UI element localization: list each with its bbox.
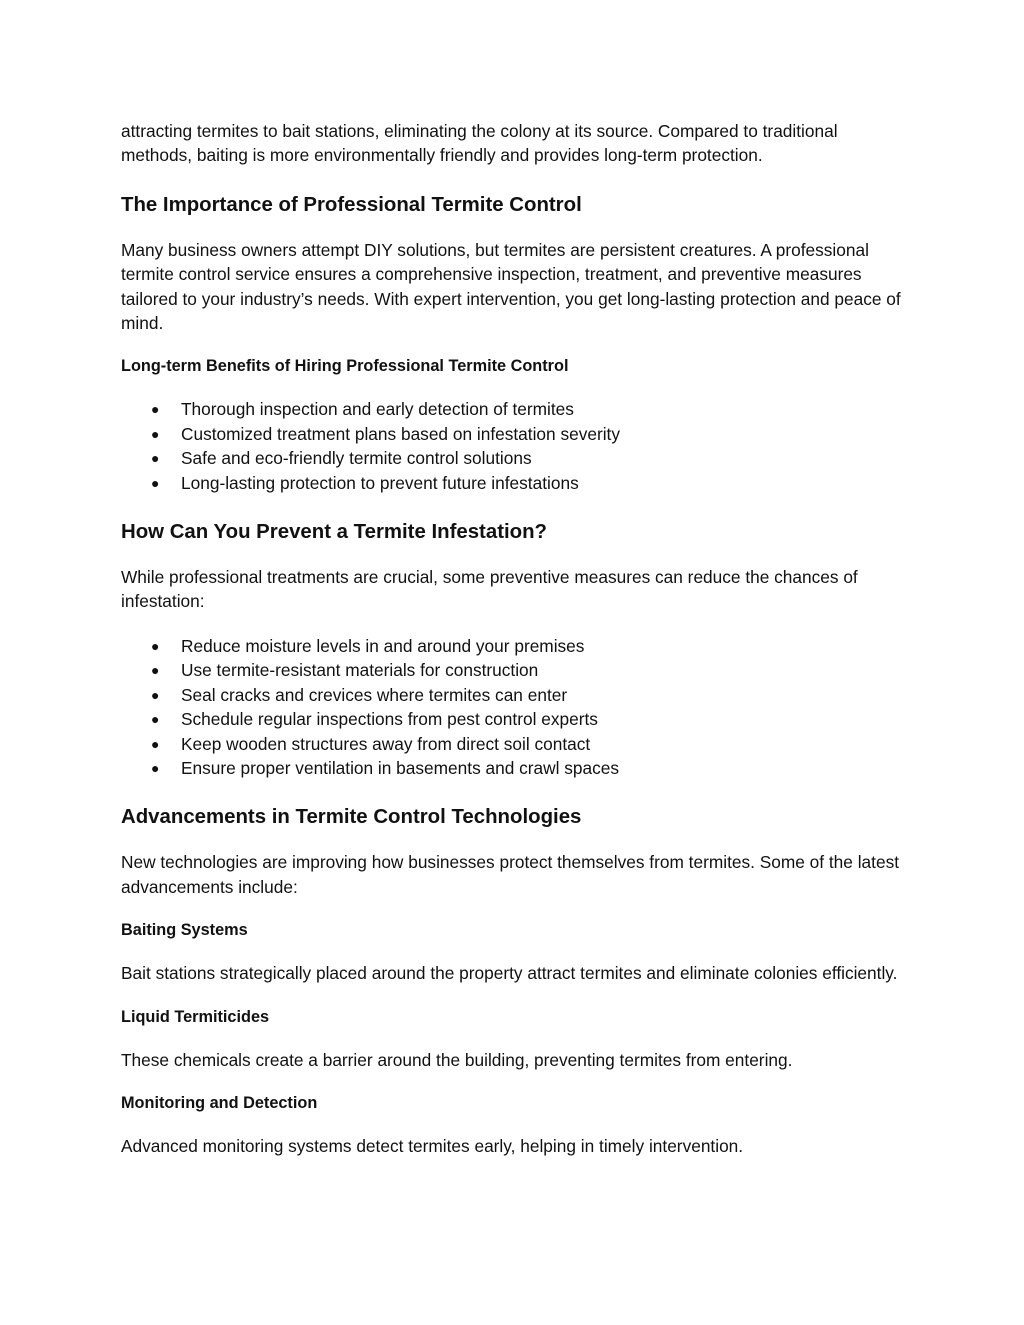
benefits-list [121, 397, 904, 495]
prevention-list [121, 634, 904, 780]
bullet-icon: ● [151, 401, 160, 418]
list-item: ● Long-lasting protection to prevent future infestations [121, 471, 904, 495]
list-item: ● Thorough inspection and early detection of termites [121, 397, 904, 421]
bullet-icon: ● [151, 711, 160, 728]
section-heading-prevention: How Can You Prevent a Termite Infestation? [121, 521, 548, 544]
benefits-subheading: Long-term Benefits of Hiring Professional Termite Control [121, 357, 569, 376]
bullet-icon: ● [151, 425, 160, 442]
advancements-paragraph: New technologies are improving how businesses protect themselves from termites. Some of the latest advancements include: [121, 852, 900, 897]
list-item: ● Use termite-resistant materials for construction [121, 658, 904, 682]
monitoring-detection-text: Advanced monitoring systems detect termites early, helping in timely intervention. [121, 1135, 744, 1156]
bullet-icon: ● [151, 662, 160, 679]
section-heading-advancements: Advancements in Termite Control Technologies [121, 806, 582, 829]
bullet-icon: ● [151, 450, 160, 467]
list-item: ● Customized treatment plans based on infestation severity [121, 422, 904, 446]
list-item: ● Safe and eco-friendly termite control solutions [121, 446, 904, 470]
list-item: ● Keep wooden structures away from direct soil contact [121, 732, 904, 756]
intro-paragraph: attracting termites to bait stations, eliminating the colony at its source. Compared to traditional methods, baiting is more environmentally friendly and provides long-term protection. [121, 121, 838, 166]
baiting-systems-text: Bait stations strategically placed around the property attract termites and eliminate colonies efficiently. [121, 963, 898, 984]
bullet-icon: ● [151, 474, 160, 491]
bullet-icon: ● [151, 735, 160, 752]
prevention-paragraph: While professional treatments are crucial, some preventive measures can reduce the chances of infestation: [121, 567, 858, 612]
liquid-termiticides-text: These chemicals create a barrier around the building, preventing termites from entering. [121, 1049, 793, 1070]
section-heading-importance: The Importance of Professional Termite Control [121, 193, 582, 216]
list-item: ● Ensure proper ventilation in basements and crawl spaces [121, 756, 904, 780]
list-item: ● Seal cracks and crevices where termites can enter [121, 683, 904, 707]
bullet-icon: ● [151, 686, 160, 703]
subheading-baiting-systems: Baiting Systems [121, 921, 248, 940]
subheading-liquid-termiticides: Liquid Termiticides [121, 1007, 270, 1026]
list-item: ● Schedule regular inspections from pest control experts [121, 707, 904, 731]
bullet-icon: ● [151, 759, 160, 776]
subheading-monitoring-detection: Monitoring and Detection [121, 1093, 318, 1112]
list-item: ● Reduce moisture levels in and around your premises [121, 634, 904, 658]
bullet-icon: ● [151, 637, 160, 654]
importance-paragraph: Many business owners attempt DIY solutions, but termites are persistent creatures. A professional termite control service ensures a comprehensive inspection, treatment, and preventive measures tailored to your industry’s needs. With expert intervention, you get long-lasting protection and peace of mind. [121, 239, 901, 334]
